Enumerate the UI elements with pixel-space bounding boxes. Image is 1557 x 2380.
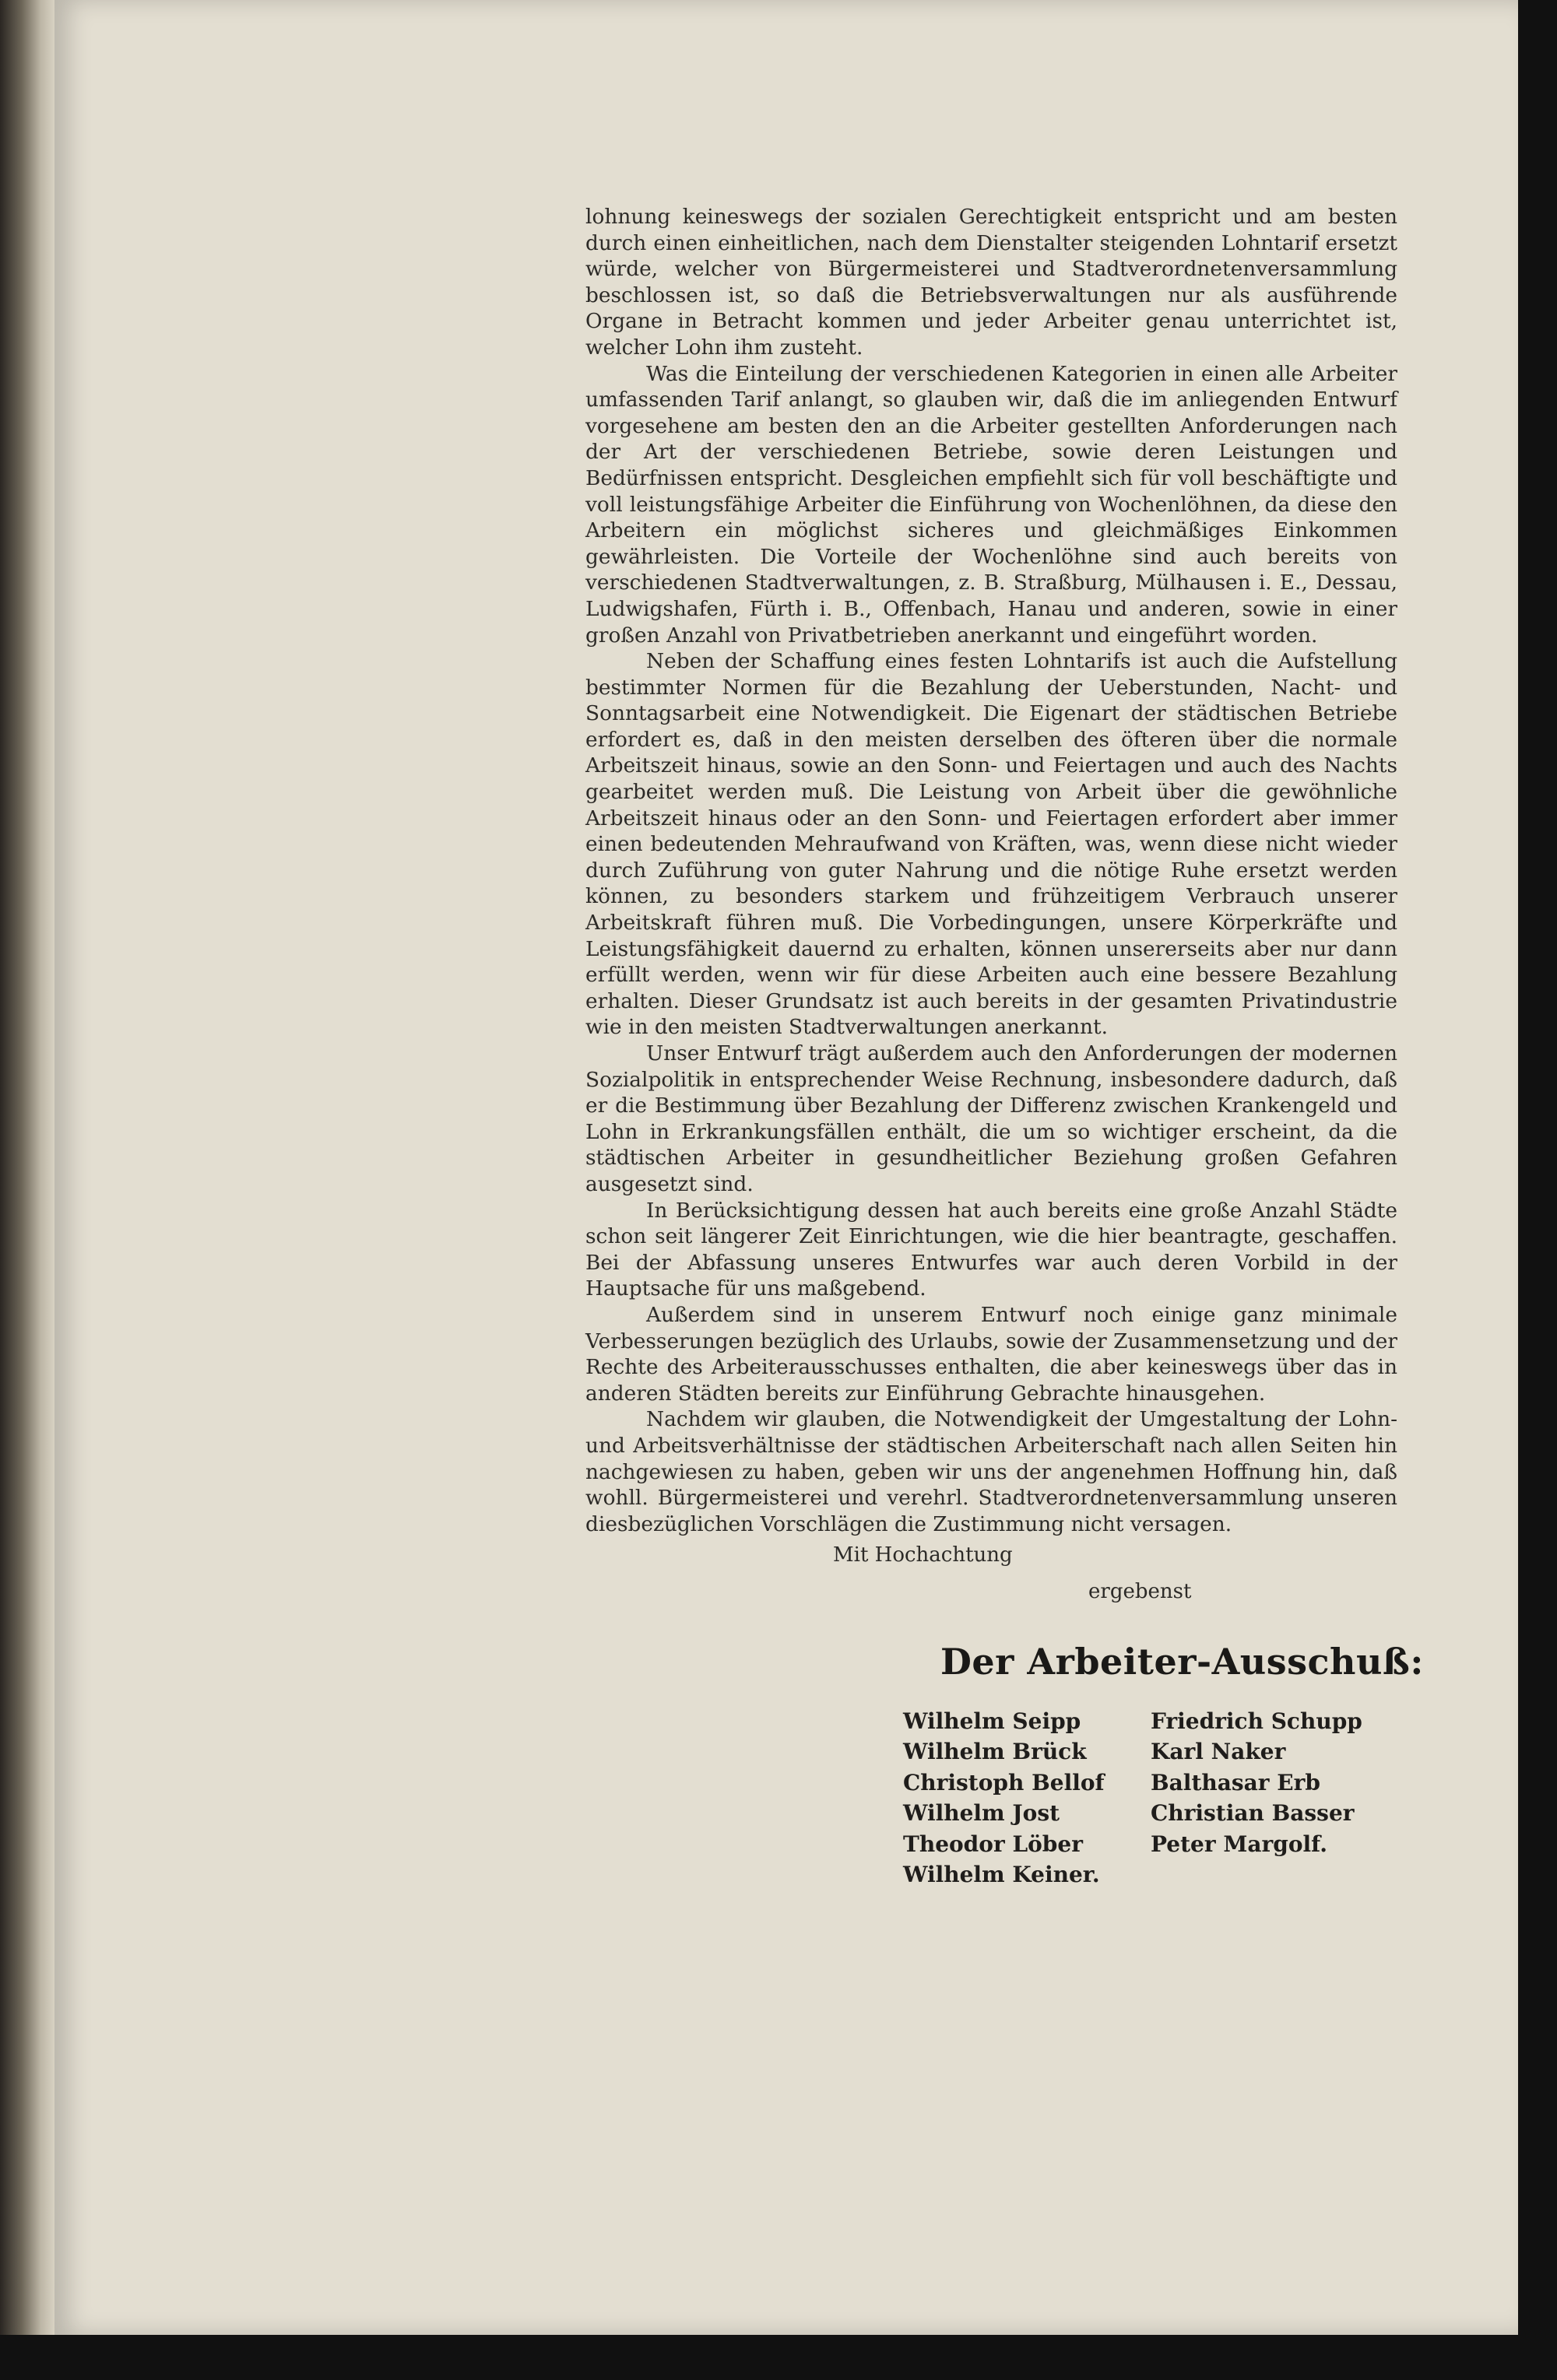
closing-salutation: Mit Hochachtung [833,1543,1013,1567]
signatory: Karl Naker [1151,1739,1286,1765]
signatories-left [903,1706,1105,1890]
paragraph-3: Neben der Schaffung eines festen Lohntarifs ist auch die Aufstellung bestimmter Normen für die Bezahlung der Ueberstunden, Nacht- und Sonntagsarbeit eine Notwendigkeit. Die Eigenart der städtischen Betriebe erfordert es, daß in den meisten derselben des öfteren über die normale Arbeitszeit hinaus, sowie an den Sonn- und Feiertagen und auch des Nachts gearbeitet werden muß. Die Leistung von Arbeit über die gewöhnliche Arbeitszeit hinaus oder an den Sonn- und Feiertagen erfordert aber immer einen bedeutenden Mehraufwand von Kräften, was, wenn diese nicht wieder durch Zuführung von guter Nahrung und die nötige Ruhe ersetzt werden können, zu besonders starkem und frühzeitigem Verbrauch unserer Arbeitskraft führen muß. Die Vorbedingungen, unsere Körperkräfte und Leistungsfähigkeit dauernd zu erhalten, können unsererseits aber nur dann erfüllt werden, wenn wir für diese Arbeiten auch eine bessere Bezahlung erhalten. Dieser Grundsatz ist auch bereits in der gesamten Privatindustrie wie in den meisten Stadtverwaltungen anerkannt. [585,649,1397,1040]
signature-heading: Der Arbeiter-Ausschuß: [940,1641,1424,1683]
signatory: Theodor Löber [903,1831,1083,1857]
signatory: Peter Margolf. [1151,1831,1327,1857]
closing-ergebenst: ergebenst [1088,1580,1192,1603]
paragraph-7: Nachdem wir glauben, die Notwendigkeit der Umgestaltung der Lohn- und Arbeitsverhältnisse der städtischen Arbeiterschaft nach allen Seiten hin nachgewiesen zu haben, geben wir uns der angenehmen Hoffnung hin, daß wohll. Bürgermeisterei und verehrl. Stadtverordnetenversammlung unseren diesbezüglichen Vorschlägen die Zustimmung nicht versagen. [585,1407,1397,1536]
book-spine [0,0,54,2335]
signatory: Balthasar Erb [1151,1769,1320,1796]
paragraph-2: Was die Einteilung der verschiedenen Kategorien in einen alle Arbeiter umfassenden Tarif anlangt, so glauben wir, daß die im anliegenden Entwurf vorgesehene am besten den an die Arbeiter gestellten Anforderungen nach der Art der verschiedenen Betriebe, sowie deren Leistungen und Bedürfnissen entspricht. Desgleichen empfiehlt sich für voll beschäftigte und voll leistungsfähige Arbeiter die Einführung von Wochenlöhnen, da diese den Arbeitern ein möglichst sicheres und gleichmäßiges Einkommen gewährleisten. Die Vorteile der Wochenlöhne sind auch bereits von verschiedenen Stadtverwaltungen, z. B. Straßburg, Mülhausen i. E., Dessau, Ludwigshafen, Fürth i. B., Offenbach, Hanau und anderen, sowie in einer großen Anzahl von Privatbetrieben anerkannt und eingeführt worden. [585,361,1397,648]
signatory: Christoph Bellof [903,1769,1105,1796]
paragraph-4: Unser Entwurf trägt außerdem auch den Anforderungen der modernen Sozialpolitik in entsprechender Weise Rechnung, insbesondere dadurch, daß er die Bestimmung über Bezahlung der Differenz zwischen Krankengeld und Lohn in Erkrankungsfällen enthält, die um so wichtiger erscheint, da die städtischen Arbeiter in gesundheitlicher Beziehung großen Gefahren ausgesetzt sind. [585,1041,1397,1196]
paragraph-6: Außerdem sind in unserem Entwurf noch einige ganz minimale Verbesserungen bezüglich des Urlaubs, sowie der Zusammensetzung und der Rechte des Arbeiterausschusses enthalten, die aber keineswegs über das in anderen Städten bereits zur Einführung Gebrachte hinausgehen. [585,1302,1397,1406]
signatories-right [1151,1706,1362,1859]
signatory: Christian Basser [1151,1800,1355,1827]
signatory: Wilhelm Jost [903,1800,1060,1827]
signatory: Wilhelm Keiner. [903,1862,1100,1888]
paragraph-5: In Berücksichtigung dessen hat auch bereits eine große Anzahl Städte schon seit längerer Zeit Einrichtungen, wie die hier beantragte, geschaffen. Bei der Abfassung unseres Entwurfes war auch deren Vorbild in der Hauptsache für uns maßgebend. [585,1198,1397,1301]
signatory: Wilhelm Brück [903,1739,1087,1765]
body-text [585,204,1397,1537]
signatory: Friedrich Schupp [1151,1708,1362,1734]
paragraph-1: lohnung keineswegs der sozialen Gerechtigkeit entspricht und am besten durch einen einheitlichen, nach dem Dienstalter steigenden Lohntarif ersetzt würde, welcher von Bürgermeisterei und Stadtverordnetenversammlung beschlossen ist, so daß die Betriebsverwaltungen nur als ausführende Organe in Betracht kommen und jeder Arbeiter genau unterrichtet ist, welcher Lohn ihm zusteht. [585,205,1397,360]
signatory: Wilhelm Seipp [903,1708,1081,1734]
